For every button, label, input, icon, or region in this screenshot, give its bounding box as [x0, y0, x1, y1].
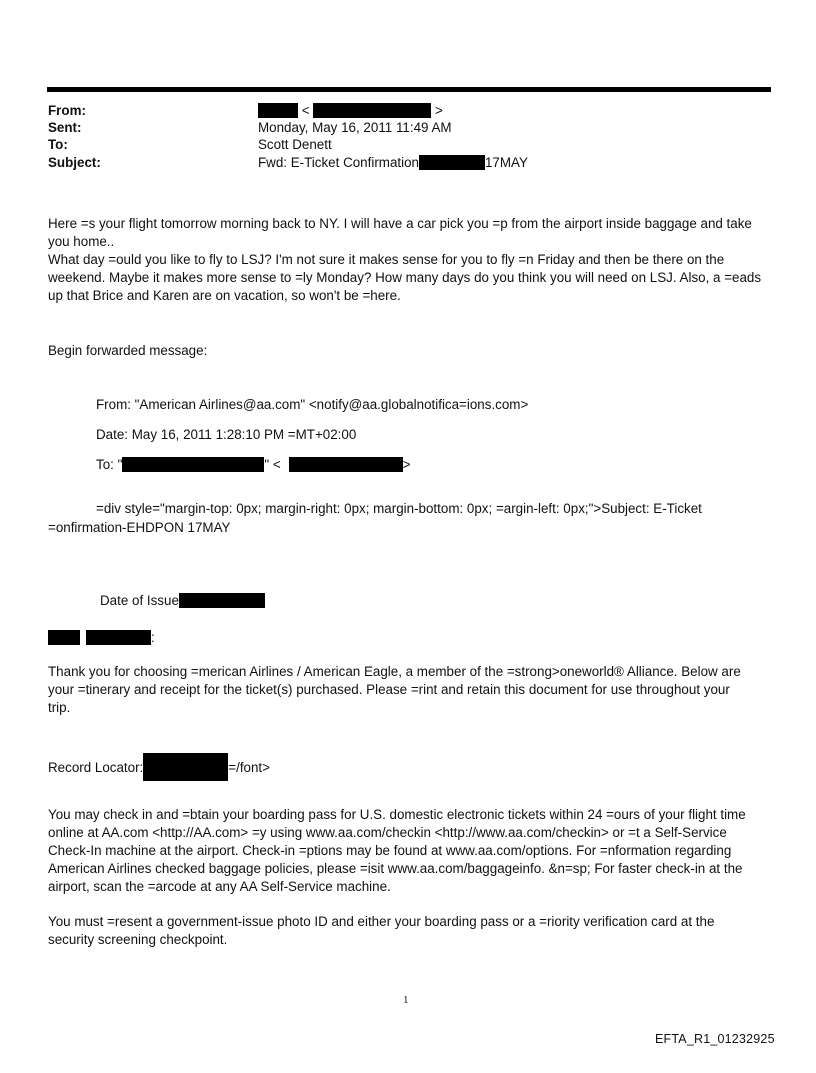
id-line: security screening checkpoint. [48, 932, 228, 947]
redaction [419, 155, 485, 170]
begin-forwarded: Begin forwarded message: [48, 343, 208, 358]
date-of-issue [100, 592, 265, 610]
checkin-line: Check-In machine at the airport. Check-in =ptions may be found at www.aa.com/options. For =nformation regarding [48, 843, 732, 858]
subject-prefix: Fwd: E-Ticket Confirmation [258, 155, 419, 170]
fwd-to [96, 456, 410, 474]
checkin-line: airport, scan the =arcode at any AA Self-Service machine. [48, 879, 391, 894]
redaction [143, 753, 228, 781]
redaction [313, 103, 431, 118]
para1-line: you home.. [48, 234, 115, 249]
salutation [48, 629, 155, 647]
to-value: Scott Denett [258, 137, 332, 152]
fwd-to-prefix: To: " [96, 457, 123, 472]
div-line-1: =div style="margin-top: 0px; margin-right: 0px; margin-bottom: 0px; =argin-left: 0px;">Subject: E-Ticket [96, 501, 702, 516]
record-locator [48, 753, 270, 781]
salutation-colon: : [151, 630, 155, 645]
from-lt: < [301, 103, 310, 118]
to-label: To: [48, 137, 68, 152]
para1-line: What day =ould you like to fly to LSJ? I'm not sure it makes sense for you to fly =n Friday and then be there on the [48, 252, 725, 267]
div-line-2: =onfirmation-EHDPON 17MAY [48, 520, 231, 535]
thanks-line: your =tinerary and receipt for the ticket(s) purchased. Please =rint and retain this document for use throughout your [48, 682, 730, 697]
document-id: EFTA_R1_01232925 [655, 1032, 775, 1046]
redaction [48, 630, 80, 645]
fwd-from: From: "American Airlines@aa.com" <notify@aa.globalnotifica=ions.com> [96, 397, 529, 412]
checkin-line: American Airlines checked baggage policies, please =isit www.aa.com/baggageinfo. &n=sp; For faster check-in at the [48, 861, 743, 876]
fwd-date: Date: May 16, 2011 1:28:10 PM =MT+02:00 [96, 427, 357, 442]
redaction [179, 593, 265, 608]
fwd-to-end: > [402, 457, 411, 472]
sent-label: Sent: [48, 120, 82, 135]
para1-line: Here =s your flight tomorrow morning back to NY. I will have a car pick you =p from the airport inside baggage and take [48, 216, 752, 231]
checkin-line: online at AA.com <http://AA.com> =y using www.aa.com/checkin <http://www.aa.com/checkin> or =t a Self-Service [48, 825, 727, 840]
record-locator-tail: =/font> [228, 760, 270, 775]
redaction [86, 630, 151, 645]
subject-suffix: 17MAY [484, 155, 528, 170]
redaction [258, 103, 298, 118]
record-locator-label: Record Locator: [48, 760, 144, 775]
subject-value [258, 154, 528, 172]
header-rule [47, 87, 771, 92]
para1-line: weekend. Maybe it makes more sense to =ly Monday? How many days do you think you will need on LSJ. Also, a =eads [48, 270, 762, 285]
redaction [122, 457, 264, 472]
date-of-issue-label: Date of Issue [100, 593, 179, 608]
checkin-line: You may check in and =btain your boarding pass for U.S. domestic electronic tickets within 24 =ours of your flight time [48, 807, 746, 822]
fwd-to-mid: " < [264, 457, 281, 472]
from-value [258, 102, 443, 120]
subject-label: Subject: [48, 155, 101, 170]
thanks-line: Thank you for choosing =merican Airlines / American Eagle, a member of the =strong>oneworld® Alliance. Below are [48, 664, 741, 679]
redaction [289, 457, 403, 472]
sent-value: Monday, May 16, 2011 11:49 AM [258, 120, 452, 135]
from-gt: > [435, 103, 443, 118]
thanks-line: trip. [48, 700, 71, 715]
id-line: You must =resent a government-issue photo ID and either your boarding pass or a =riority verification card at the [48, 914, 715, 929]
page-number: 1 [403, 994, 409, 1006]
from-label: From: [48, 103, 86, 118]
para1-line: up that Brice and Karen are on vacation, so won't be =here. [48, 288, 401, 303]
